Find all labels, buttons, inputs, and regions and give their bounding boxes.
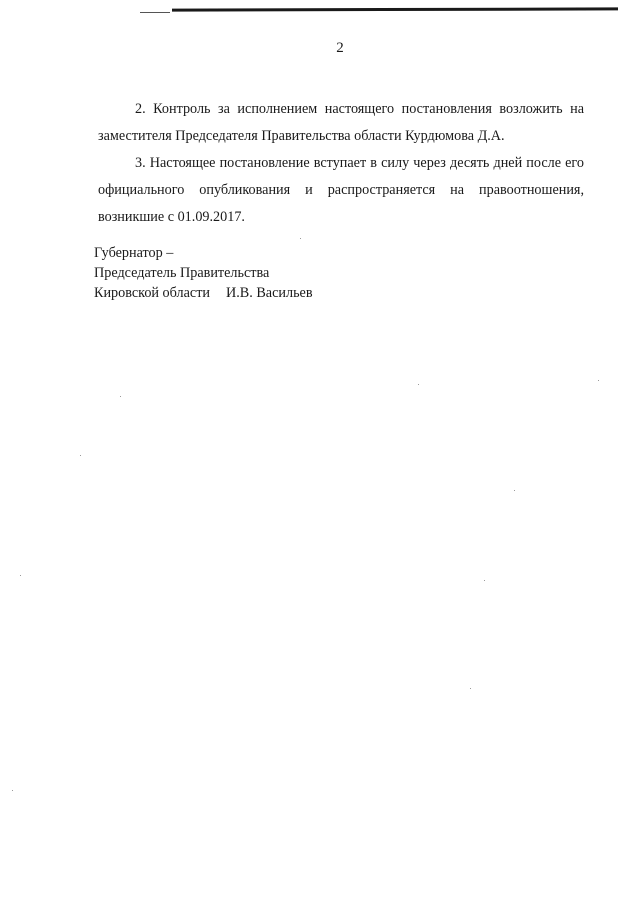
scan-speck <box>120 396 121 397</box>
scan-speck <box>12 790 13 791</box>
signature-title-governor: Губернатор – <box>94 245 174 261</box>
signature-name: И.В. Васильев <box>226 285 313 301</box>
scan-speck <box>514 490 515 491</box>
paragraph-3: 3. Настоящее постановление вступает в силу через десять дней после его официального опубликования и распространяется на правоотношения, возникшие с 01.09.2017. <box>98 155 584 225</box>
page-number: 2 <box>336 40 344 56</box>
paragraph-2: 2. Контроль за исполнением настоящего постановления возложить на заместителя Председателя Правительства области Курдюмова Д.А. <box>98 101 584 144</box>
document-body <box>98 96 584 231</box>
scan-speck <box>20 575 21 576</box>
signature-region-row <box>94 283 313 303</box>
scan-speck <box>418 384 419 385</box>
signature-title-chairman: Председатель Правительства <box>94 265 270 281</box>
scan-speck <box>484 580 485 581</box>
scan-speck <box>470 688 471 689</box>
top-border-line <box>172 7 618 11</box>
scan-speck <box>598 380 599 381</box>
scan-speck <box>300 238 301 239</box>
signature-block <box>94 243 313 303</box>
scan-speck <box>80 455 81 456</box>
signature-region: Кировской области <box>94 285 210 301</box>
top-border-line-fragment <box>140 12 170 13</box>
